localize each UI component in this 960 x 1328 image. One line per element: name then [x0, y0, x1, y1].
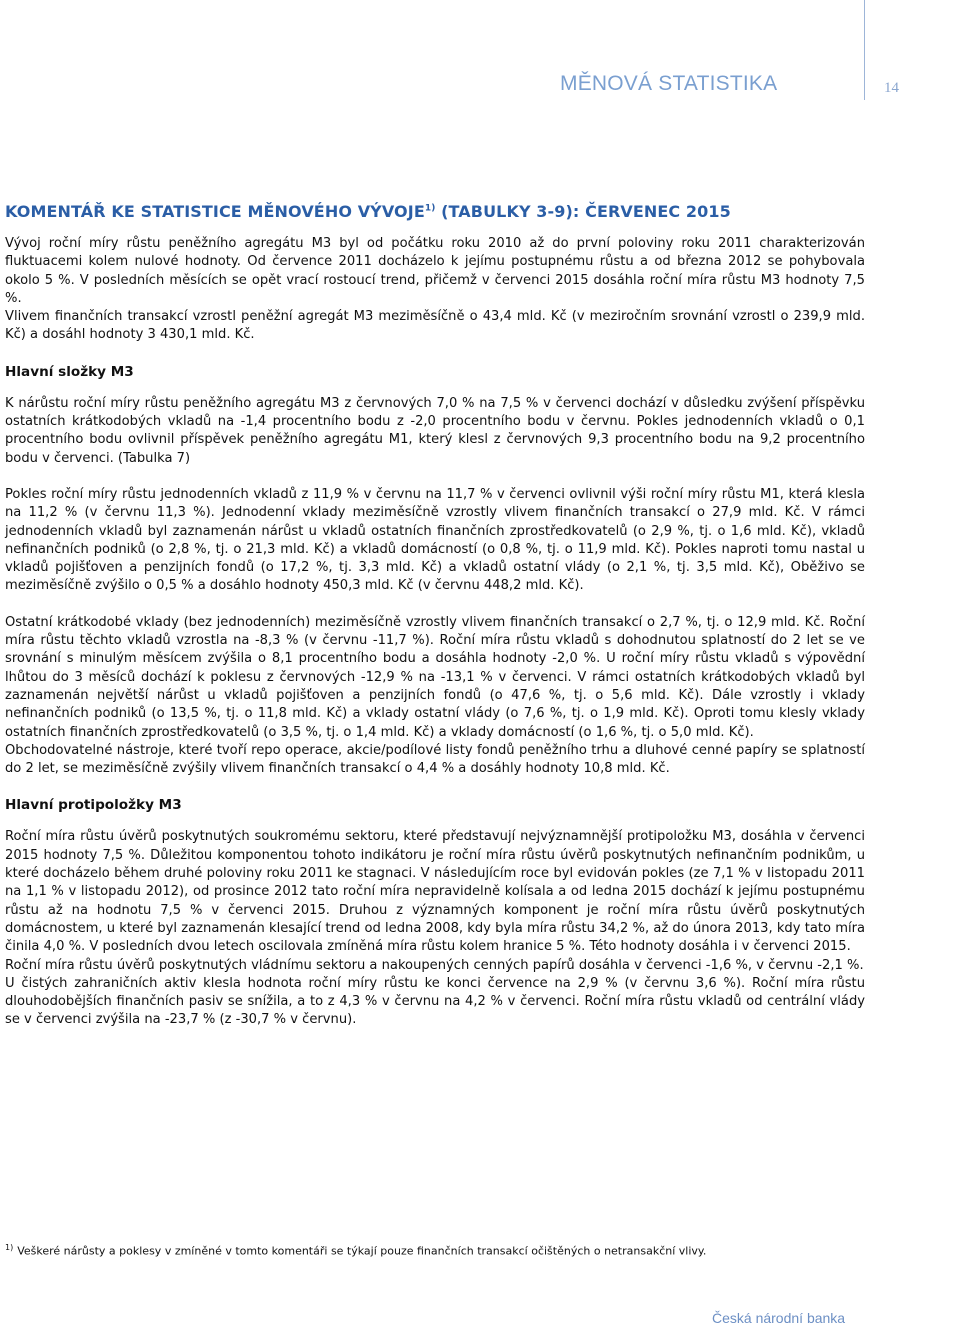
heading-prefix: KOMENTÁŘ KE STATISTICE MĚNOVÉHO VÝVOJE	[5, 202, 425, 221]
body-paragraph: K nárůstu roční míry růstu peněžního agregátu M3 z červnových 7,0 % na 7,5 % v červenci dochází v důsledku zvýšení příspěvku ostatních krátkodobých vkladů na -1,4 procentního bodu z -2,0 procentního bodu v červnu. Pokles jednodenních vkladů o 0,1 procentního bodu ovlivnil příspěvek peněžního agregátu M1, který klesl z červnových 9,3 procentního bodu na 9,2 procentního bodu v červenci. (Tabulka 7)	[5, 395, 865, 466]
footnote-text: Veškeré nárůsty a poklesy v zmíněné v tomto komentáři se týkají pouze finančních transakcí očištěných o netransakční vlivy.	[17, 1244, 707, 1258]
footnote	[5, 1243, 905, 1258]
body-paragraph: Roční míra růstu úvěrů poskytnutých soukromému sektoru, které představují nejvýznamnější protipoložku M3, dosáhla v červenci 2015 hodnoty 7,5 %. Důležitou komponentou tohoto indikátoru je roční míra růstu úvěrů poskytnutých nefinančním podnikům, u které docházelo během druhé poloviny roku 2011 ke stagnaci. V následujícím roce byl evidován pokles (ze 7,1 % v listopadu 2011 na 1,1 % v listopadu 2012), od prosince 2012 tato roční míra nepravidelně kolísala a od ledna 2015 dochází k jejímu postupnému růstu až na hodnotu 7,5 % v červenci 2015. Druhou z významných komponent je roční míra růstu úvěrů poskytnutých domácnostem, u které byl zaznamenán klesající trend od ledna 2008, kdy byla míra růstu 34,2 %, až do února 2013, kdy tato míra činila 4,0 %. V posledních dvou letech oscilovala zmíněná míra růstu kolem hranice 5 %. Této hodnoty dosáhla i v červenci 2015.	[5, 829, 865, 955]
body-paragraph: Obchodovatelné nástroje, které tvoří repo operace, akcie/podílové listy fondů peněžního trhu a dluhové cenné papíry se splatností do 2 let, se meziměsíčně zvýšily vlivem finančních transakcí o 4,4 % a dosáhly hodnoty 10,8 mld. Kč.	[5, 742, 865, 777]
heading-suffix: (TABULKY 3-9): ČERVENEC 2015	[435, 202, 731, 221]
page-number: 14	[884, 80, 899, 96]
section-heading-components: Hlavní složky M3	[5, 363, 134, 380]
running-header-title: MĚNOVÁ STATISTIKA	[560, 72, 778, 95]
document-heading	[5, 202, 865, 221]
body-paragraph: Ostatní krátkodobé vklady (bez jednodenních) meziměsíčně vzrostly vlivem finančních transakcí o 2,7 %, tj. o 12,9 mld. Kč. Roční míra růstu těchto vkladů vzrostla na -8,3 % (v červnu -11,7 %). Roční míra růstu vkladů s dohodnutou splatností do 2 let se ve srovnání s minulým měsícem zvýšila o 8,1 procentního bodu a dosáhla hodnoty -2,0 %. U roční míry růstu vkladů s výpovědní lhůtou do 3 měsíců dochází k poklesu z červnových -12,9 % na -13,1 % v červenci. V rámci ostatních krátkodobých vkladů byl zaznamenán největší nárůst u vkladů pojišťoven a penzijních fondů (o 47,6 %, tj. o 5,6 mld. Kč). Dále vzrostly i vklady nefinančních podniků (o 13,5 %, tj. o 11,8 mld. Kč) a vklady ostatní vlády (o 7,6 %, tj. o 1,9 mld. Kč). Oproti tomu klesly vklady ostatních finančních zprostředkovatelů (o 3,5 %, tj. o 1,4 mld. Kč) a vklady domácností (o 1,6 %, tj. o 5,0 mld. Kč).	[5, 614, 865, 740]
section-heading-counterparts: Hlavní protipoložky M3	[5, 797, 182, 814]
footnote-mark: 1)	[5, 1243, 14, 1252]
intro-paragraph: Vlivem finančních transakcí vzrostl peněžní agregát M3 meziměsíčně o 43,4 mld. Kč (v meziročním srovnání vzrostl o 239,9 mld. Kč) a dosáhl hodnoty 3 430,1 mld. Kč.	[5, 309, 865, 343]
document-body	[5, 202, 865, 1030]
body-paragraph: U čistých zahraničních aktiv klesla hodnota roční míry růstu ke konci července na 2,9 % (v červnu 3,6 %). Roční míra růstu dlouhodobějších finančních pasiv se snížila, a to z 4,3 % v červnu na 4,2 % v červenci. Roční míra růstu vkladů od centrální vlády se v červenci zvýšila na -23,7 % (z -30,7 % v červnu).	[5, 975, 865, 1028]
body-paragraph: Roční míra růstu úvěrů poskytnutých vládnímu sektoru a nakoupených cenných papírů dosáhla v červenci -1,6 %, v červnu -2,1 %.	[5, 957, 864, 973]
footer-brand: Česká národní banka	[712, 1310, 846, 1326]
header-divider	[864, 0, 865, 100]
heading-footnote-mark: 1)	[424, 203, 436, 214]
intro-paragraph: Vývoj roční míry růstu peněžního agregátu M3 byl od počátku roku 2010 až do první poloviny roku 2011 charakterizován fluktuacemi kolem nulové hodnoty. Od července 2011 docházelo k jejímu postupnému růstu a od března 2012 se pohybovala okolo 5 %. V posledních měsících se opět vrací rostoucí trend, přičemž v červenci 2015 dosáhla roční míra růstu M3 hodnoty 7,5 %.	[5, 236, 865, 306]
body-paragraph: Pokles roční míry růstu jednodenních vkladů z 11,9 % v červnu na 11,7 % v červenci ovlivnil výši roční míry růstu M1, která klesla na 11,2 % (v červnu 11,3 %). Jednodenní vklady meziměsíčně vzrostly vlivem finančních transakcí o 27,9 mld. Kč. V rámci jednodenních vkladů byl zaznamenán nárůst u vkladů ostatních finančních zprostředkovatelů (o 2,9 %, tj. o 1,6 mld. Kč), vkladů nefinančních podniků (o 2,8 %, tj. o 21,3 mld. Kč) a vkladů domácností (o 0,8 %, tj. o 11,9 mld. Kč). Pokles naproti tomu nastal u vkladů pojišťoven a penzijních fondů (o 17,2 %, tj. 3,3 mld. Kč) a vkladů ostatní vlády (o 2,1 %, tj. 3,5 mld. Kč), Oběživo se meziměsíčně zvýšilo o 0,5 % a dosáhlo hodnoty 450,3 mld. Kč (v červnu 448,2 mld. Kč).	[5, 486, 865, 594]
